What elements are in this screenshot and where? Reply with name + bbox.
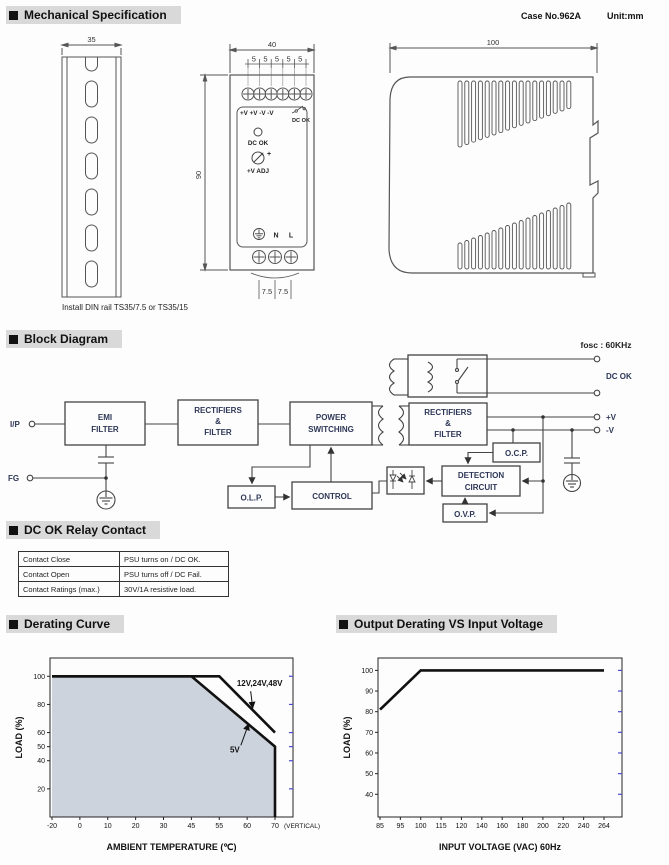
- row-label: Contact Open: [19, 567, 120, 582]
- front-dcok-contact-label: DC OK: [291, 118, 311, 124]
- x-tick-label: 85: [376, 823, 384, 830]
- annotation-label: 12V,24V,48V: [236, 679, 283, 689]
- vminus-output-label: -V: [606, 426, 614, 435]
- square-bullet-icon: [9, 526, 18, 535]
- dcok-led-icon: [254, 128, 262, 136]
- mechanical-drawing: [0, 35, 669, 335]
- x-tick-label: 180: [516, 823, 529, 830]
- svg-text:FILTER: FILTER: [434, 430, 462, 439]
- section-title: DC OK Relay Contact: [24, 523, 147, 537]
- series-line-load: [380, 670, 604, 709]
- bottom-fins: [458, 203, 571, 269]
- x-tick-label: 200: [537, 823, 549, 830]
- x-tick-label: 0: [77, 823, 82, 830]
- olp-box-label: O.L.P.: [240, 493, 263, 503]
- plot-box: [378, 658, 622, 817]
- row-value: PSU turns on / DC OK.: [120, 552, 229, 567]
- top-terminals: [242, 88, 312, 100]
- y-tick-label: 100: [361, 667, 373, 675]
- front-view: [194, 40, 314, 299]
- top-fins: [458, 81, 571, 147]
- x-tick-label: 160: [496, 823, 509, 830]
- led-label: DC OK: [247, 140, 269, 147]
- block-diagram: [0, 336, 669, 531]
- y-axis-title: LOAD (%): [342, 716, 352, 759]
- control-box-label: CONTROL: [312, 492, 352, 501]
- annotation-label: 5V: [229, 745, 240, 755]
- y-tick-label: 80: [37, 701, 45, 709]
- x-tick-label: 70: [271, 823, 279, 830]
- vplus-output-label: +V: [606, 413, 617, 422]
- x-tick-label: 100: [414, 823, 427, 830]
- x-tick-label: 45: [187, 823, 196, 830]
- power-switching-box-label: POWER: [315, 413, 347, 422]
- section-title: Block Diagram: [24, 332, 109, 346]
- y-tick-label: 60: [365, 750, 373, 758]
- rectifiers2-box-label: RECTIFIERS: [424, 408, 472, 417]
- x-tick-label: 115: [435, 823, 447, 830]
- y-tick-label: 50: [365, 771, 373, 779]
- x-axis-title: AMBIENT TEMPERATURE (℃): [106, 842, 237, 852]
- dim-height: 90: [194, 170, 203, 180]
- neutral-label: N: [273, 232, 279, 240]
- dim-front-width: 40: [267, 40, 277, 49]
- dim-pitch: 5: [274, 54, 280, 64]
- unit-note: Unit:mm: [607, 11, 644, 21]
- x-tick-label: 264: [598, 823, 610, 830]
- dim-bottom-pitch: 7.5: [277, 287, 289, 296]
- fosc-label: fosc : 60KHz: [580, 340, 632, 350]
- x-tick-label: 220: [557, 823, 570, 830]
- section-header-mechanical: [6, 6, 181, 24]
- case-number: Case No.962A: [521, 11, 582, 21]
- section-title: Derating Curve: [24, 617, 111, 631]
- dim-pitch: 5: [263, 54, 268, 64]
- table-row: [19, 582, 229, 597]
- row-value: PSU turns off / DC Fail.: [120, 567, 229, 582]
- derating-curve-chart: [0, 610, 349, 865]
- line-label: L: [288, 232, 294, 240]
- dim-depth: 100: [486, 38, 500, 47]
- table-row: [19, 567, 229, 582]
- rectifiers1-box-label: RECTIFIERS: [194, 406, 242, 415]
- y-tick-label: 70: [365, 729, 373, 737]
- y-tick-label: 40: [37, 758, 45, 766]
- y-tick-label: 100: [33, 673, 45, 681]
- x-tick-label: 55: [215, 823, 224, 830]
- y-tick-label: 50: [37, 744, 45, 752]
- adj-label: +V ADJ: [247, 168, 269, 175]
- x-axis-title: INPUT VOLTAGE (VAC) 60Hz: [438, 842, 562, 852]
- side-view: [389, 38, 598, 277]
- ocp-box-label: O.C.P.: [505, 449, 528, 458]
- y-axis-title: LOAD (%): [14, 716, 24, 759]
- adj-plus-label: +: [267, 151, 272, 158]
- input-voltage-derating-chart: [325, 610, 669, 865]
- x-tick-label: 30: [159, 823, 168, 830]
- svg-text:SWITCHING: SWITCHING: [308, 425, 354, 434]
- row-label: Contact Ratings (max.): [19, 582, 120, 597]
- x-tick-label: 120: [455, 823, 468, 830]
- svg-text:&: &: [215, 417, 221, 426]
- emi-box-label: EMI: [97, 413, 113, 422]
- row-value: 30V/1A resistive load.: [120, 582, 229, 597]
- y-tick-label: 40: [365, 791, 373, 799]
- section-title: Output Derating VS Input Voltage: [354, 617, 544, 631]
- section-title: Mechanical Specification: [24, 8, 167, 22]
- svg-text:&: &: [445, 419, 451, 428]
- x-tick-label: 140: [475, 823, 488, 830]
- dim-pitch: 5: [286, 54, 291, 64]
- svg-text:CIRCUIT: CIRCUIT: [464, 483, 498, 492]
- optocoupler-icon: [390, 470, 415, 489]
- row-label: Contact Close: [19, 552, 120, 567]
- x-tick-label: 240: [577, 823, 590, 830]
- table-row: [19, 552, 229, 567]
- y-tick-label: 20: [37, 786, 45, 794]
- section-header-relay-contact: [6, 521, 160, 539]
- input-label: I/P: [10, 420, 20, 429]
- x-tick-label: -20: [46, 823, 58, 830]
- y-tick-label: 60: [37, 730, 45, 738]
- x-extra-label: (VERTICAL): [284, 823, 320, 830]
- y-tick-label: 90: [365, 688, 373, 696]
- pe-ground-icon: [254, 229, 265, 240]
- dim-bottom-pitch: 7.5: [261, 287, 273, 296]
- ovp-box-label: O.V.P.: [454, 510, 476, 519]
- x-tick-label: 10: [103, 823, 112, 830]
- x-tick-label: 20: [131, 823, 140, 830]
- dim-pitch: 5: [298, 54, 303, 64]
- dcok-output-label: DC OK: [606, 372, 632, 381]
- bottom-terminals: [253, 251, 298, 264]
- dim-rail-width: 35: [87, 35, 96, 44]
- relay-contact-table: [18, 551, 229, 597]
- din-rail-view: [62, 43, 121, 297]
- y-tick-label: 80: [365, 709, 373, 717]
- voltage-adjust-pot: [252, 152, 264, 164]
- din-rail-caption: Install DIN rail TS35/7.5 or TS35/15: [62, 303, 188, 312]
- svg-text:FILTER: FILTER: [204, 428, 232, 437]
- square-bullet-icon: [9, 11, 18, 20]
- terminal-labels: +V +V -V -V: [240, 110, 274, 117]
- fg-label: FG: [8, 474, 20, 483]
- x-tick-label: 95: [396, 823, 405, 830]
- detection-box-label: DETECTION: [457, 471, 505, 480]
- dim-pitch: 5: [251, 54, 256, 64]
- x-tick-label: 60: [243, 823, 252, 830]
- svg-text:FILTER: FILTER: [91, 425, 119, 434]
